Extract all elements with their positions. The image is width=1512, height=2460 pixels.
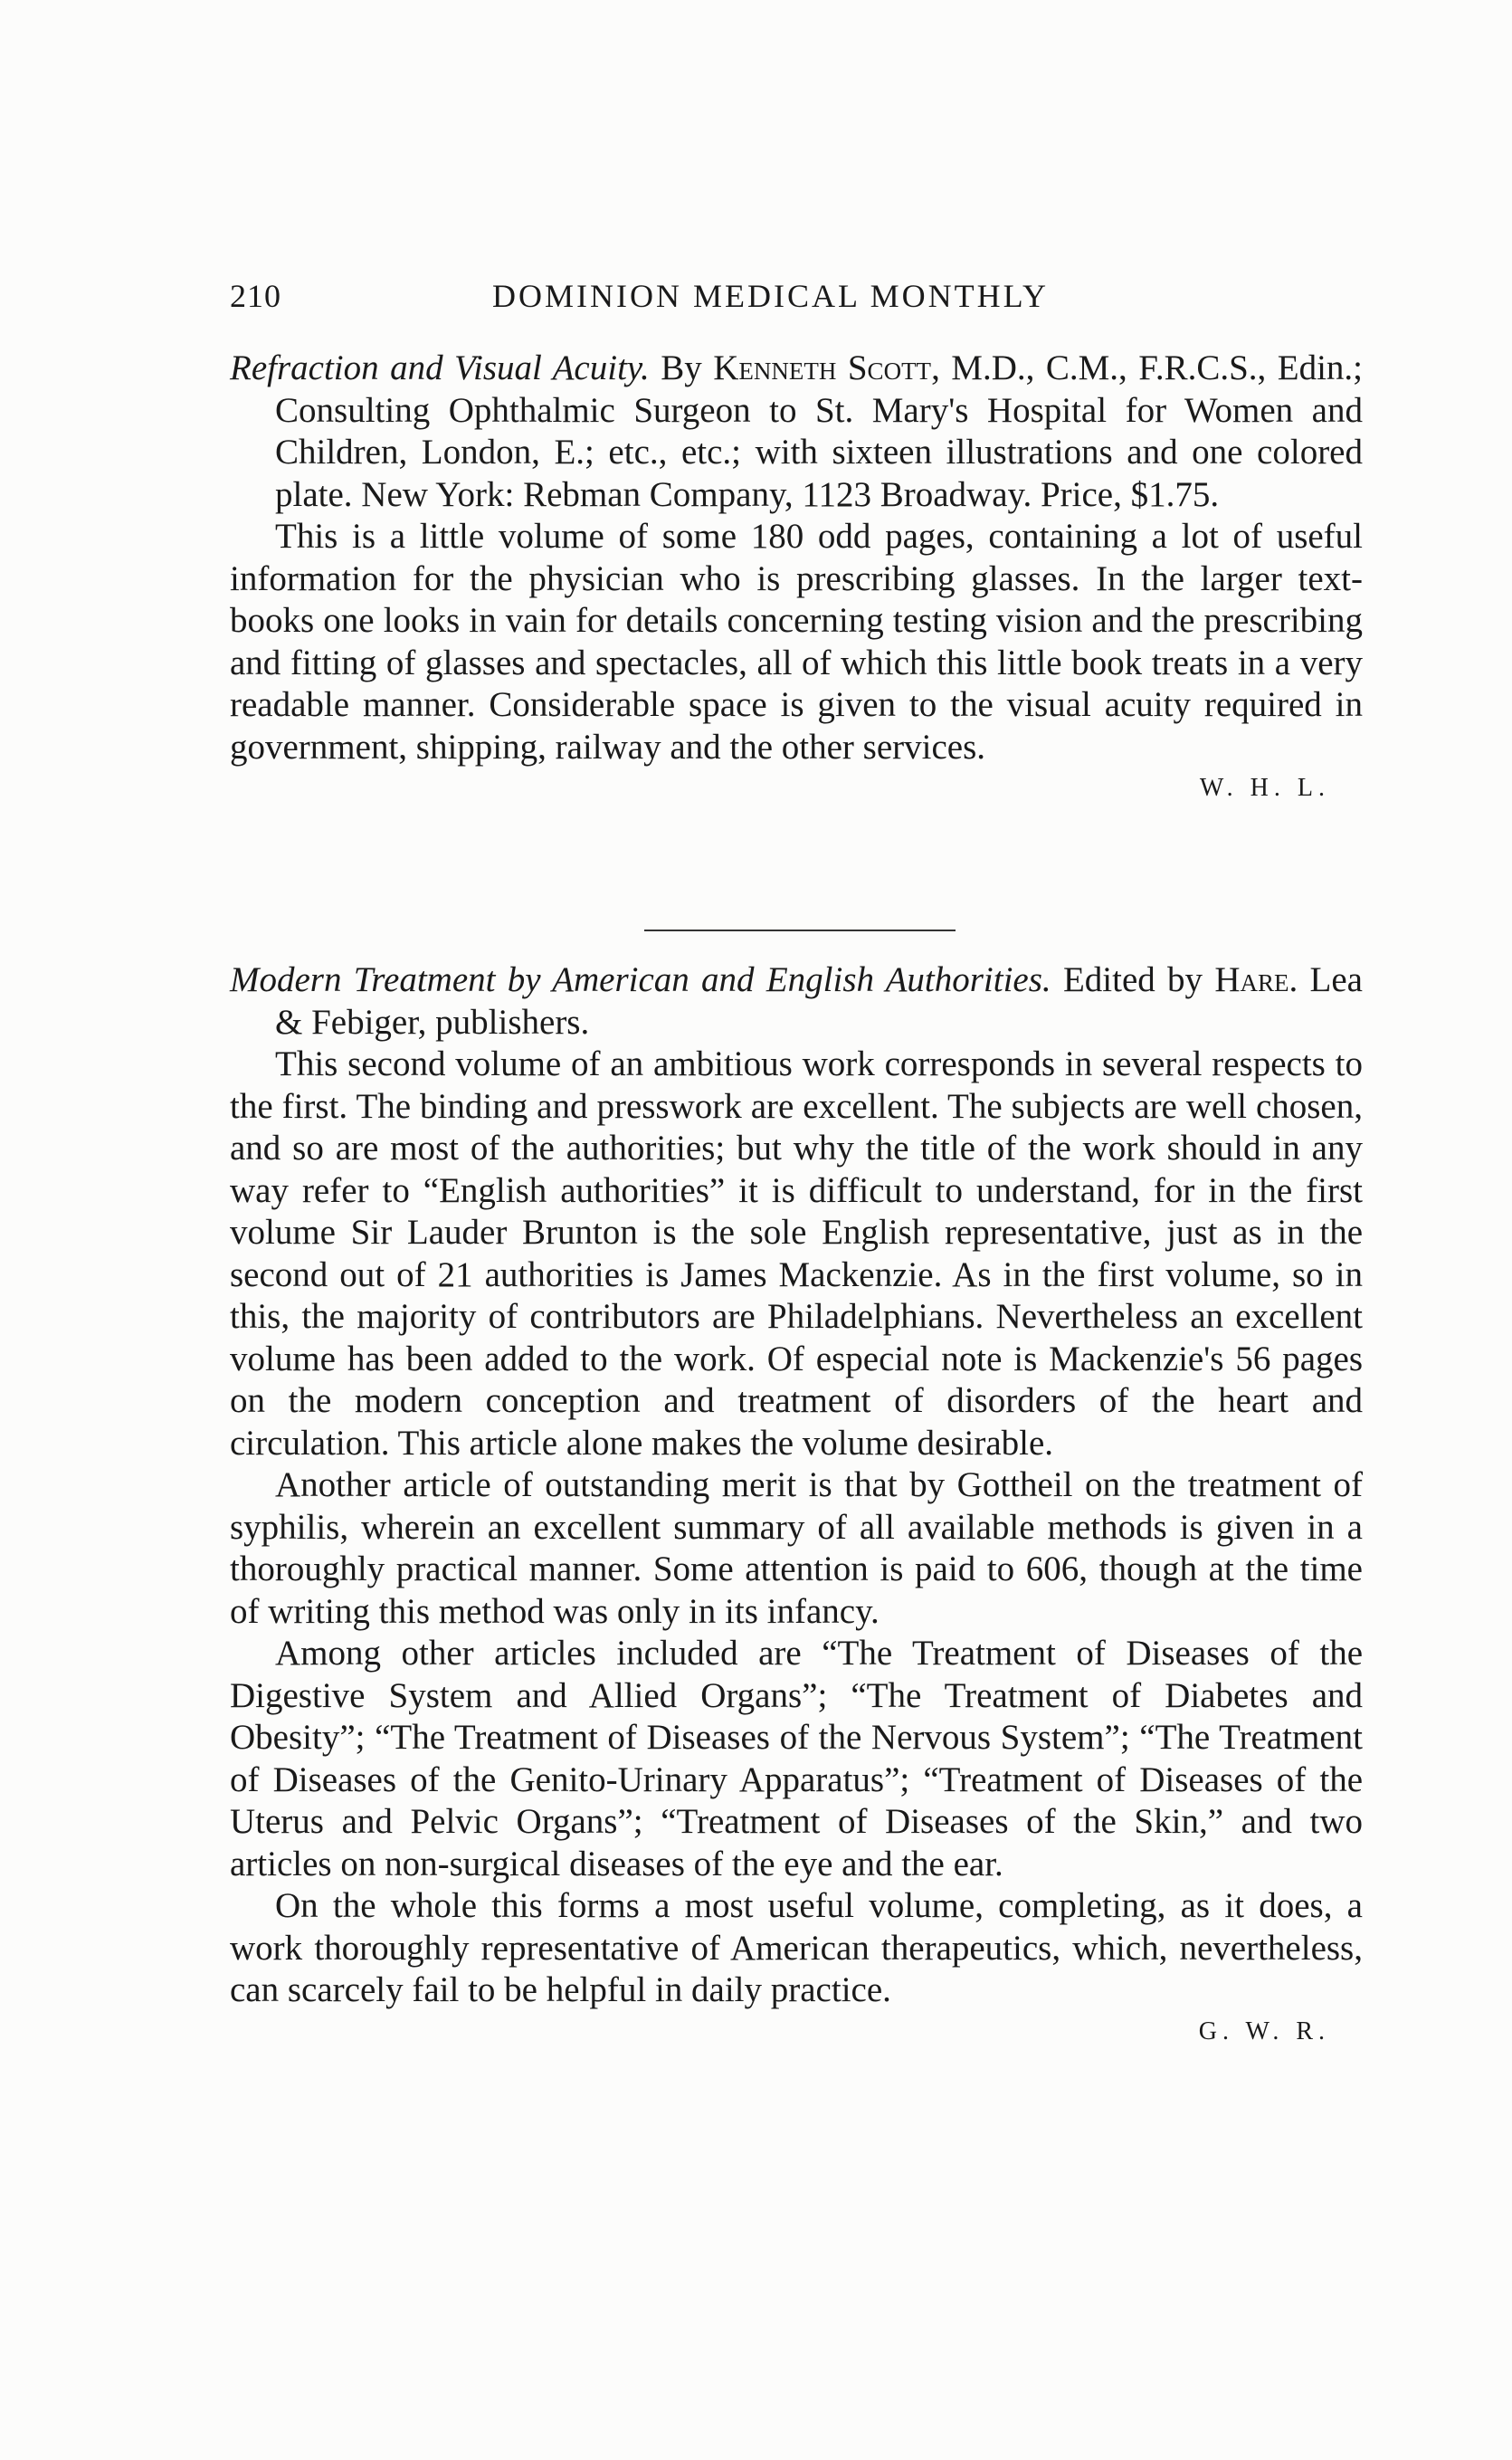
review-paragraph: On the whole this forms a most useful volume, completing, as it does, a work thoroughly representative of American therapeutics, which, nevertheless, can scarcely fail to be helpful in daily practice.: [230, 1886, 1363, 2009]
review-refraction: [230, 348, 1363, 808]
citation-details: , M.D., C.M., F.R.C.S., Edin.; Consulting Ophthalmic Surgeon to St. Mary's Hospital for Women and Children, London, E.; etc., etc.; with sixteen illustrations and one colored plate. New York: Rebman Company, 1123 Broadway. Price, $1.75.: [275, 348, 1363, 514]
page-number: 210: [230, 278, 281, 314]
review-body: This is a little volume of some 180 odd pages, containing a lot of useful information for the physician who is prescribing glasses. In the larger text-books one looks in vain for details concerning testing vision and the prescribing and fitting of glasses and spectacles, all of which this little book treats in a very readable manner. Considerable space is given to the visual acuity required in government, shipping, railway and the other services.: [230, 517, 1363, 767]
reviewer-signature: G. W. R.: [1198, 2017, 1330, 2045]
page-header: [230, 275, 1135, 319]
review-paragraph: This second volume of an ambitious work corresponds in several respects to the first. The binding and presswork are excellent. The subjects are well chosen, and so are most of the authorities; but why the title of the work should in any way refer to “English authorities” it is difficult to understand, for in the first volume Sir Lauder Brunton is the sole English representative, just as in the second out of 21 authorities is James Mackenzie. As in the first volume, so in this, the majority of contributors are Philadelphians. Nevertheless an excellent volume has been added to the work. Of especial note is Mackenzie's 56 pages on the modern conception and treatment of disorders of the heart and circulation. This article alone makes the volume desirable.: [230, 1044, 1363, 1463]
review-paragraph: Among other articles included are “The Treatment of Diseases of the Digestive System and Allied Organs”; “The Treatment of Diabetes and Obesity”; “The Treatment of Diseases of the Nervous System”; “The Treatment of Diseases of the Genito-Urinary Apparatus”; “Treatment of Diseases of the Uterus and Pelvic Organs”; “Treatment of Diseases of the Skin,” and two articles on non-surgical diseases of the eye and the ear.: [230, 1634, 1363, 1883]
review-citation: [230, 959, 1363, 1044]
book-author: Kenneth Scott: [713, 348, 932, 387]
citation-edited: Edited by: [1051, 960, 1215, 999]
section-divider: [644, 930, 956, 931]
review-modern-treatment: [230, 959, 1363, 2052]
running-title: DOMINION MEDICAL MONTHLY: [492, 278, 1050, 314]
review-citation: [230, 348, 1363, 516]
book-editor: Hare: [1214, 960, 1289, 999]
citation-details: . Lea & Febiger, publishers.: [275, 960, 1363, 1042]
book-title: Modern Treatment by American and English Authorities.: [230, 960, 1051, 999]
reviewer-signature: W. H. L.: [1199, 774, 1330, 802]
book-title: Refraction and Visual Acuity.: [230, 348, 650, 387]
review-paragraph: Another article of outstanding merit is that by Gottheil on the treatment of syphilis, wherein an excellent summary of all available methods is given in a thoroughly practical manner. Some attention is paid to 606, though at the time of writing this method was only in its infancy.: [230, 1465, 1363, 1631]
citation-by: By: [649, 348, 714, 387]
